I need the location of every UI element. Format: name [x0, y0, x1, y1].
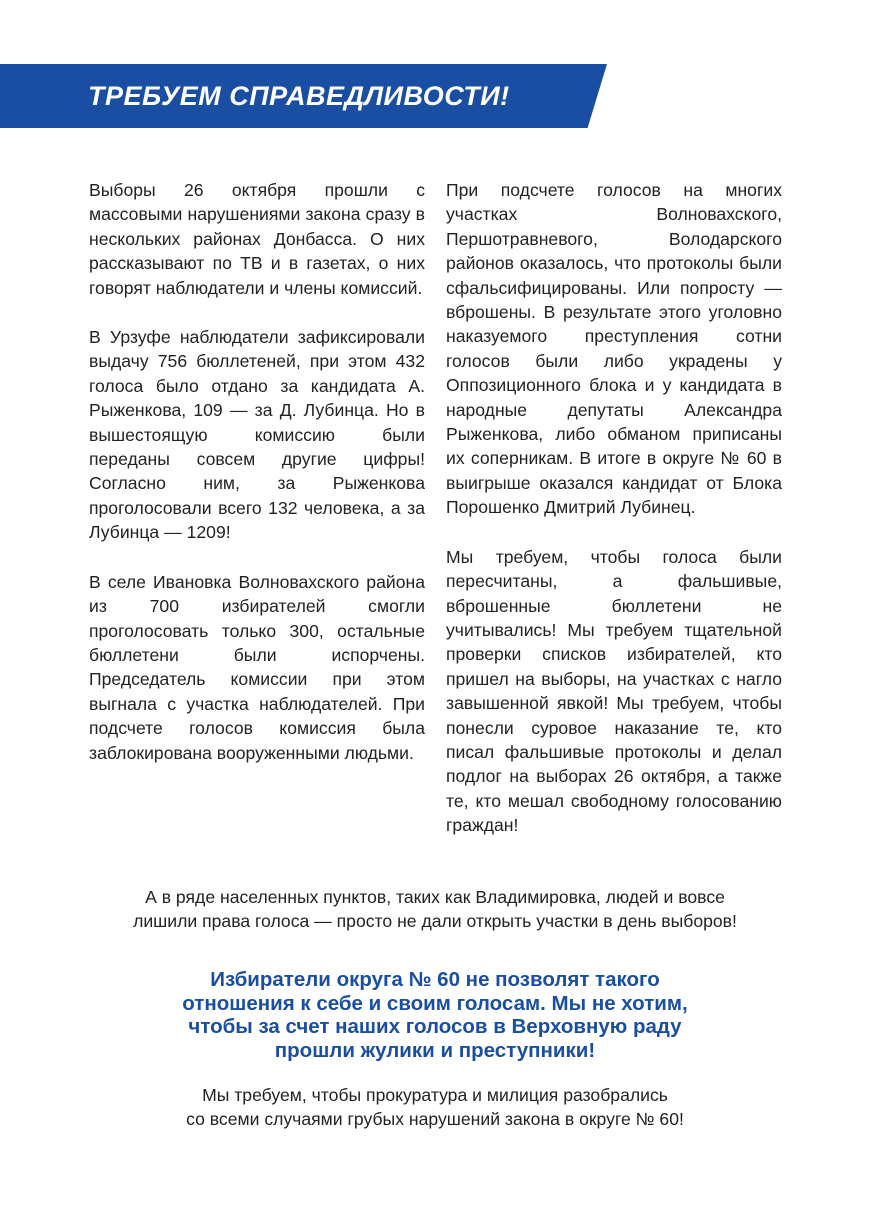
paragraph-violations-intro: Выборы 26 октября прошли с массовыми нарушениями закона сразу в нескольких районах Донбасса. О них рассказывают по ТВ и в газетах, о них говорят наблюдатели и члены комиссий.	[89, 180, 425, 298]
left-column	[89, 178, 425, 790]
call-out-line: прошли жулики и преступники!	[274, 1038, 596, 1062]
paragraph-falsified-protocols: При подсчете голосов на многих участках Волновахского, Першотравневого, Володарского районов оказалось, что протоколы были сфальсифицированы. Или попросту — вброшены. В результате этого уголовно наказуемого преступления сотни голосов были либо украдены у Оппозиционного блока и у кандидата в народные депутаты Александра Рыженкова, либо обманом приписаны их соперникам. В итоге в округе № 60 в выигрыше оказался кандидат от Блока Порошенко Дмитрий Лубинец.	[446, 180, 782, 518]
paragraph-urzuf: В Урзуфе наблюдатели зафиксировали выдачу 756 бюллетеней, при этом 432 голоса было отдано за кандидата А. Рыженкова, 109 — за Д. Лубинца. Но в вышестоящую комиссию были переданы совсем другие цифры! Согласно ним, за Рыженкова проголосовали всего 132 человека, а за Лубинца — 1209!	[89, 327, 425, 543]
voters-call-out	[60, 968, 810, 1062]
call-out-line: Избиратели округа № 60 не позволят такого	[210, 968, 660, 991]
demand-line: Мы требуем, чтобы прокуратура и милиция разобрались	[202, 1085, 668, 1105]
paragraph-demands: Мы требуем, чтобы голоса были пересчитаны, а фальшивые, вброшенные бюллетени не учитывались! Мы требуем тщательной проверки списков избирателей, кто пришел на выборы, на участках с нагло завышенной явкой! Мы требуем, чтобы понесли суровое наказание те, кто писал фальшивые протоколы и делал подлог на выборах 26 октября, а также те, кто мешал свободному голосованию граждан!	[446, 546, 782, 836]
call-out-line: чтобы за счет наших голосов в Верховную раду	[188, 1015, 682, 1038]
demand-line: со всеми случаями грубых нарушений закона в округе № 60!	[186, 1109, 684, 1130]
right-column	[446, 178, 782, 863]
closing-note-line: А в ряде населенных пунктов, таких как Владимировка, людей и вовсе	[145, 887, 725, 907]
closing-note	[60, 885, 810, 934]
prosecutor-demand	[60, 1083, 810, 1132]
call-out-line: отношения к себе и своим голосам. Мы не хотим,	[182, 991, 688, 1015]
page-title: ТРЕБУЕМ СПРАВЕДЛИВОСТИ!	[88, 81, 510, 111]
paragraph-ivanovka: В селе Ивановка Волновахского района из 700 избирателей смогли проголосовать только 300, остальные бюллетени были испорчены. Председатель комиссии при этом выгнала с участка наблюдателей. При подсчете голосов комиссия была заблокирована вооруженными людьми.	[89, 571, 425, 763]
closing-note-line: лишили права голоса — просто не дали открыть участки в день выборов!	[133, 911, 737, 932]
